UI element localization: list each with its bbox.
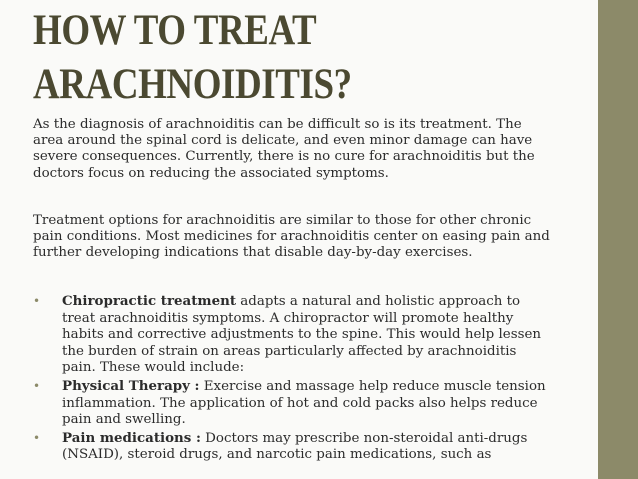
bullet-icon: • [33, 294, 41, 308]
treatment-list [33, 293, 553, 465]
title-line-1: HOW TO TREAT [33, 7, 317, 54]
list-item-term: Pain medications : [62, 429, 201, 446]
bullet-icon: • [33, 378, 41, 393]
slide-title [33, 4, 506, 112]
list-item-term: Physical Therapy : [62, 377, 200, 394]
title-line-2: ARACHNOIDITIS? [33, 61, 352, 108]
list-item-term: Chiropractic treatment [62, 293, 237, 309]
list-item-text: adapts a natural and holistic approach to treat arachnoiditis symptoms. A chiropractor will promote healthy habits and corrective adjustments to the spine. This would help lessen the burden of strain on areas particularly affected by arachnoiditis pain. These would include: [62, 294, 542, 376]
bullet-icon: • [33, 430, 41, 445]
list-item-text: Exercise and massage help reduce muscle tension inflammation. The application of hot and cold packs also helps reduce pain and swelling. [62, 378, 546, 428]
intro-paragraph: As the diagnosis of arachnoiditis can be difficult so is its treatment. The area around the spinal cord is delicate, and even minor damage can have severe consequences. Currently, there is no cure for arachnoiditis but the doctors focus on reducing the associated symptoms. [33, 117, 535, 181]
treatment-options-paragraph: Treatment options for arachnoiditis are similar to those for other chronic pain conditions. Most medicines for arachnoiditis center on easing pain and further developing indications that disable day-by-day exercises. [33, 213, 550, 261]
list-item-pain-medications [33, 430, 553, 464]
list-item-chiropractic [33, 293, 553, 377]
decorative-sidebar [598, 0, 638, 479]
list-item-text: Doctors may prescribe non-steroidal anti-drugs (NSAID), steroid drugs, and narcotic pain medications, such as [62, 430, 528, 463]
list-item-physical-therapy [33, 378, 553, 429]
